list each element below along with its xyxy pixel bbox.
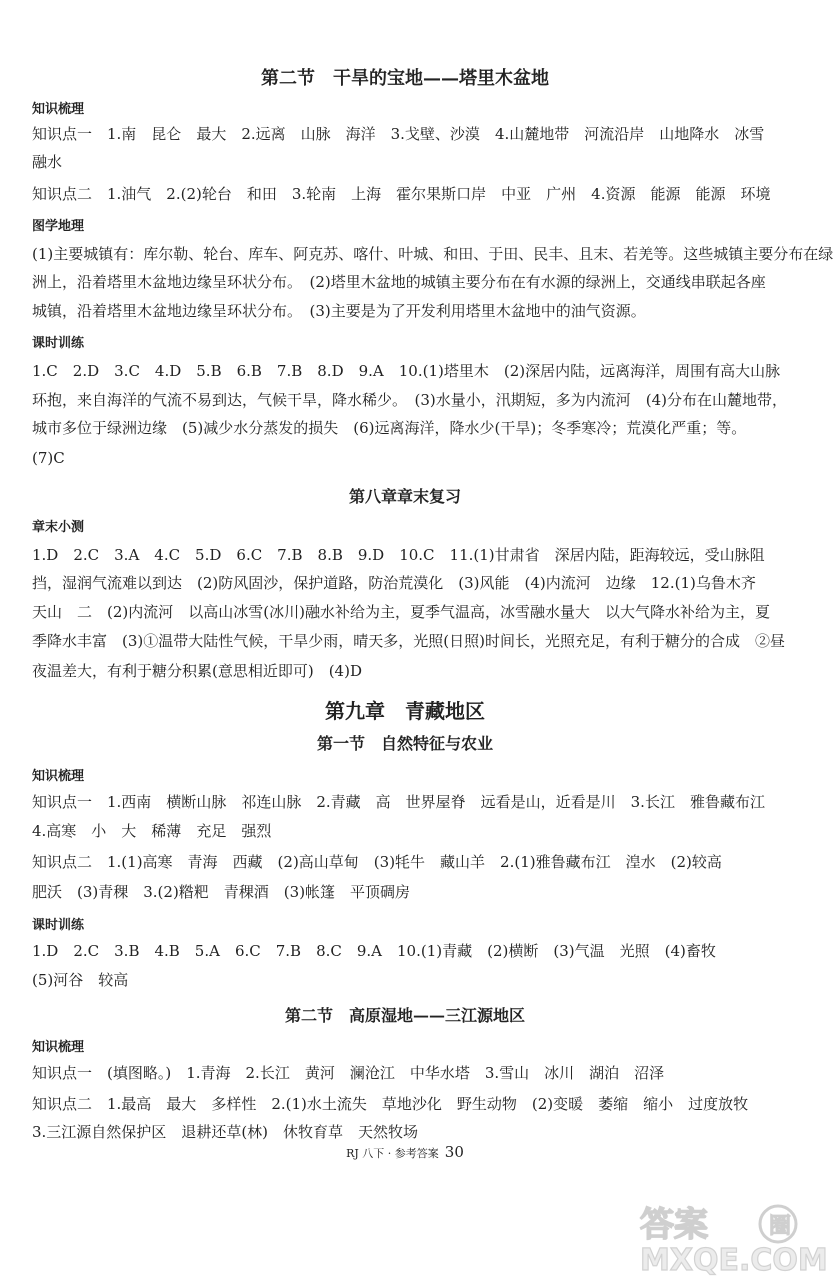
text-line: 城市多位于绿洲边缘 (5)减少水分蒸发的损失 (6)远离海洋，降水少(干旱)；冬季寒冷；荒漠化严重；等。 <box>32 419 747 437</box>
text-line: 知识点二 1.(1)高寒 青海 西藏 (2)高山草甸 (3)牦牛 藏山羊 2.(1)雅鲁藏布江 湟水 (2)较高 <box>32 853 722 871</box>
svg-text:圈: 圈 <box>769 1214 792 1239</box>
text-line: 夜温差大，有利于糖分积累(意思相近即可) (4)D <box>32 662 362 680</box>
page-number: 30 <box>444 1143 464 1161</box>
text-line: 1.D 2.C 3.A 4.C 5.D 6.C 7.B 8.B 9.D 10.C 11.(1)甘肃省 深居内陆，距海较远，受山脉阻 <box>32 546 765 564</box>
text-line: 1.C 2.D 3.C 4.D 5.B 6.B 7.B 8.D 9.A 10.(1)塔里木 (2)深居内陆，远离海洋，周围有高大山脉 <box>32 362 781 380</box>
subheading-knowledge: 知识梳理 <box>32 769 85 784</box>
text-line: 知识点二 1.油气 2.(2)轮台 和田 3.轮南 上海 霍尔果斯口岸 中亚 广州 4.资源 能源 能源 环境 <box>32 185 771 203</box>
text-line: 城镇，沿着塔里木盆地边缘呈环状分布。 (3)主要是为了开发利用塔里木盆地中的油气资源。 <box>32 302 646 320</box>
page-footer <box>0 1143 810 1161</box>
section-title: 第二节 干旱的宝地——塔里木盆地 <box>261 68 549 89</box>
subheading-training: 课时训练 <box>32 918 85 933</box>
text-line: 知识点一 1.西南 横断山脉 祁连山脉 2.青藏 高 世界屋脊 远看是山，近看是川 3.长江 雅鲁藏布江 <box>32 793 765 811</box>
svg-text:MXQE.COM: MXQE.COM <box>640 1243 828 1278</box>
svg-text:答案: 答案 <box>640 1205 708 1245</box>
text-line: 知识点二 1.最高 最大 多样性 2.(1)水土流失 草地沙化 野生动物 (2)变暖 萎缩 缩小 过度放牧 <box>32 1095 749 1113</box>
subheading-knowledge: 知识梳理 <box>32 102 85 117</box>
text-line: 融水 <box>32 153 63 171</box>
text-line: (5)河谷 较高 <box>32 971 129 989</box>
text-line: 3.三江源自然保护区 退耕还草(林) 休牧育草 天然牧场 <box>32 1123 419 1141</box>
text-line: 洲上，沿着塔里木盆地边缘呈环状分布。 (2)塔里木盆地的城镇主要分布在有水源的绿洲上，交通线串联起各座 <box>32 273 766 291</box>
text-line: 季降水丰富 (3)①温带大陆性气候，干旱少雨，晴天多，光照(日照)时间长，光照充足，有利于糖分的合成 ②昼 <box>32 632 785 650</box>
text-line: 环抱，来自海洋的气流不易到达，气候干旱，降水稀少。 (3)水量小，汛期短，多为内流河 (4)分布在山麓地带， <box>32 391 788 409</box>
chapter-title: 第九章 青藏地区 <box>325 699 485 723</box>
subheading-knowledge: 知识梳理 <box>32 1040 85 1055</box>
text-line: 挡，湿润气流难以到达 (2)防风固沙，保护道路，防治荒漠化 (3)风能 (4)内流河 边缘 12.(1)乌鲁木齐 <box>32 574 756 592</box>
text-line: (1)主要城镇有：库尔勒、轮台、库车、阿克苏、喀什、叶城、和田、于田、民丰、且末、若羌等。这些城镇主要分布在绿 <box>32 245 833 263</box>
text-line: 知识点一 1.南 昆仑 最大 2.远离 山脉 海洋 3.戈壁、沙漠 4.山麓地带 河流沿岸 山地降水 冰雪 <box>32 125 765 143</box>
section-title: 第八章章末复习 <box>348 487 461 506</box>
subheading-map: 图学地理 <box>32 219 85 234</box>
subheading-test: 章末小测 <box>32 520 85 535</box>
text-line: 肥沃 (3)青稞 3.(2)糌粑 青稞酒 (3)帐篷 平顶碉房 <box>32 883 411 901</box>
section-title: 第一节 自然特征与农业 <box>316 734 493 753</box>
text-line: 知识点一 (填图略。) 1.青海 2.长江 黄河 澜沧江 中华水塔 3.雪山 冰川 湖泊 沼泽 <box>32 1064 665 1082</box>
section-title: 第二节 高原湿地——三江源地区 <box>284 1006 525 1025</box>
footer-label: RJ 八下 · 参考答案 <box>346 1147 439 1160</box>
text-line: (7)C <box>32 449 65 467</box>
text-line: 4.高寒 小 大 稀薄 充足 强烈 <box>32 822 272 840</box>
text-line: 天山 二 (2)内流河 以高山冰雪(冰川)融水补给为主，夏季气温高，冰雪融水量大 以大气降水补给为主，夏 <box>32 603 770 621</box>
text-line: 1.D 2.C 3.B 4.B 5.A 6.C 7.B 8.C 9.A 10.(1)青藏 (2)横断 (3)气温 光照 (4)畜牧 <box>32 942 716 960</box>
subheading-training: 课时训练 <box>32 336 85 351</box>
watermark-logo <box>636 1196 828 1278</box>
